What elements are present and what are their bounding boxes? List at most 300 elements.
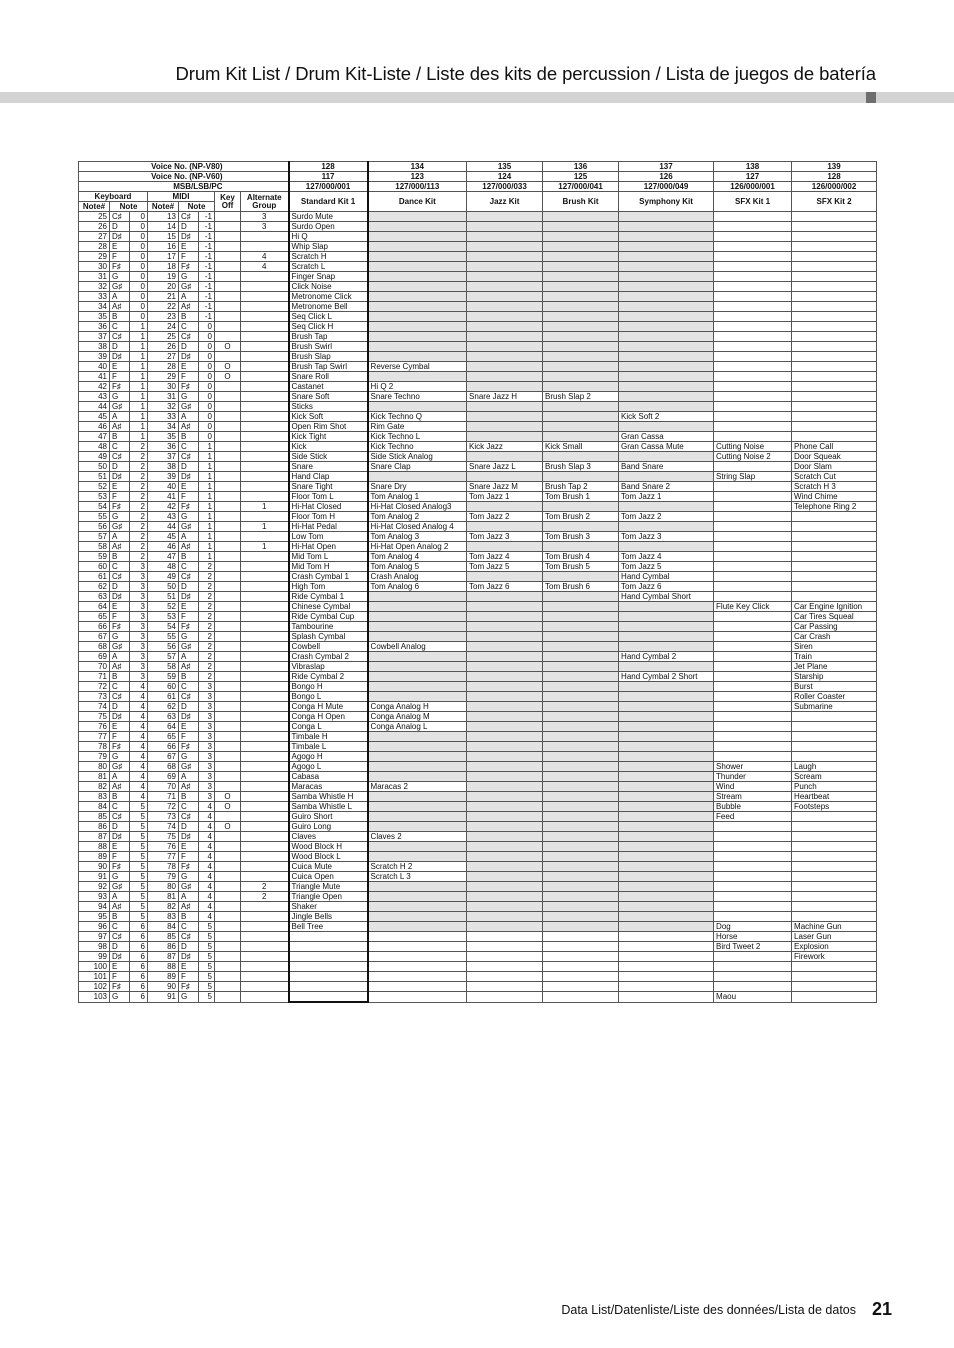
note-num-cell: 46 xyxy=(79,422,110,432)
midi-note-num-cell: 44 xyxy=(148,522,179,532)
dance-kit-cell xyxy=(368,792,467,802)
midi-note-num-cell: 20 xyxy=(148,282,179,292)
dance-kit-cell xyxy=(368,212,467,222)
brush-kit-cell xyxy=(543,972,619,982)
midi-octave-cell: -1 xyxy=(199,302,215,312)
dance-kit-cell xyxy=(368,962,467,972)
midi-note-name-cell: A xyxy=(179,532,199,542)
octave-cell: 5 xyxy=(130,872,148,882)
alternate-group-cell xyxy=(241,392,289,402)
sfx-kit-2-cell xyxy=(792,832,877,842)
midi-note-name-cell: G xyxy=(179,752,199,762)
midi-octave-cell: 4 xyxy=(199,862,215,872)
note-name-cell: F♯ xyxy=(110,262,130,272)
alternate-group-cell xyxy=(241,692,289,702)
note-name-cell: D xyxy=(110,222,130,232)
jazz-kit-cell xyxy=(467,832,543,842)
midi-note-num-cell: 22 xyxy=(148,302,179,312)
dance-kit-cell xyxy=(368,922,467,932)
symphony-kit-cell: Hand Cymbal 2 Short xyxy=(619,672,714,682)
octave-cell: 2 xyxy=(130,492,148,502)
symphony-kit-cell xyxy=(619,762,714,772)
jazz-kit-cell xyxy=(467,602,543,612)
symphony-kit-cell xyxy=(619,262,714,272)
brush-kit-cell: Brush Tap 2 xyxy=(543,482,619,492)
dance-kit-cell xyxy=(368,302,467,312)
octave-cell: 3 xyxy=(130,672,148,682)
sfx-kit-2-cell xyxy=(792,382,877,392)
midi-note-name-cell: F xyxy=(179,972,199,982)
note-name-cell: F♯ xyxy=(110,742,130,752)
sfx-kit-1-cell: Wind xyxy=(714,782,792,792)
key-off-cell xyxy=(215,972,241,982)
note-name-cell: F♯ xyxy=(110,502,130,512)
symphony-kit-cell xyxy=(619,212,714,222)
midi-note-name-cell: A♯ xyxy=(179,542,199,552)
note-num-cell: 71 xyxy=(79,672,110,682)
symphony-kit-cell xyxy=(619,602,714,612)
key-off-cell xyxy=(215,482,241,492)
symphony-kit-cell xyxy=(619,622,714,632)
alternate-group-cell xyxy=(241,362,289,372)
alternate-group-cell xyxy=(241,732,289,742)
midi-octave-cell: 2 xyxy=(199,592,215,602)
table-row xyxy=(79,952,877,962)
octave-cell: 0 xyxy=(130,312,148,322)
symphony-kit-cell xyxy=(619,662,714,672)
jazz-kit-cell xyxy=(467,722,543,732)
alternate-group-cell xyxy=(241,682,289,692)
midi-note-num-cell: 43 xyxy=(148,512,179,522)
symphony-kit-cell xyxy=(619,892,714,902)
standard-kit-1-cell: Crash Cymbal 1 xyxy=(289,572,368,582)
note-num-cell: 60 xyxy=(79,562,110,572)
midi-note-name-cell: E xyxy=(179,482,199,492)
jazz-kit-cell xyxy=(467,972,543,982)
octave-cell: 4 xyxy=(130,702,148,712)
table-row xyxy=(79,802,877,812)
sfx-kit-2-cell: Footsteps xyxy=(792,802,877,812)
note-name-cell: D♯ xyxy=(110,712,130,722)
note-num-cell: 68 xyxy=(79,642,110,652)
jazz-kit-cell xyxy=(467,662,543,672)
midi-octave-cell: 0 xyxy=(199,422,215,432)
standard-kit-1-cell: Click Noise xyxy=(289,282,368,292)
table-row xyxy=(79,582,877,592)
standard-kit-1-cell: Open Rim Shot xyxy=(289,422,368,432)
jazz-kit-cell xyxy=(467,322,543,332)
dance-kit-cell xyxy=(368,812,467,822)
octave-cell: 1 xyxy=(130,412,148,422)
key-off-cell xyxy=(215,242,241,252)
midi-note-name-cell: E xyxy=(179,602,199,612)
symphony-kit-cell xyxy=(619,972,714,982)
alternate-group-cell: 1 xyxy=(241,522,289,532)
note-name-cell: D♯ xyxy=(110,352,130,362)
sfx-kit-2-cell xyxy=(792,892,877,902)
octave-cell: 2 xyxy=(130,482,148,492)
octave-cell: 6 xyxy=(130,992,148,1003)
standard-kit-1-cell: Chinese Cymbal xyxy=(289,602,368,612)
key-off-cell: O xyxy=(215,822,241,832)
key-off-cell xyxy=(215,832,241,842)
sfx-kit-1-cell xyxy=(714,372,792,382)
dance-kit-cell: Tom Analog 1 xyxy=(368,492,467,502)
note-name-cell: G xyxy=(110,872,130,882)
sfx-kit-2-cell xyxy=(792,312,877,322)
note-name-cell: D xyxy=(110,582,130,592)
jazz-kit-cell xyxy=(467,852,543,862)
note-num-cell: 25 xyxy=(79,212,110,222)
octave-cell: 0 xyxy=(130,242,148,252)
sfx-kit-1-cell: String Slap xyxy=(714,472,792,482)
sfx-kit-2-cell: Machine Gun xyxy=(792,922,877,932)
note-num-cell: 58 xyxy=(79,542,110,552)
note-num-cell: 99 xyxy=(79,952,110,962)
standard-kit-1-cell: Shaker xyxy=(289,902,368,912)
alternate-group-cell xyxy=(241,972,289,982)
brush-kit-cell xyxy=(543,272,619,282)
jazz-kit-cell xyxy=(467,432,543,442)
midi-note-name-cell: B xyxy=(179,792,199,802)
sfx-kit-2-cell xyxy=(792,212,877,222)
note-num-cell: 100 xyxy=(79,962,110,972)
kit-msb: 127/000/049 xyxy=(619,182,714,192)
table-row xyxy=(79,502,877,512)
octave-cell: 3 xyxy=(130,602,148,612)
table-row xyxy=(79,542,877,552)
sfx-kit-1-cell xyxy=(714,682,792,692)
midi-note-name-cell: G♯ xyxy=(179,282,199,292)
brush-kit-cell xyxy=(543,322,619,332)
table-row xyxy=(79,832,877,842)
sfx-kit-1-cell xyxy=(714,692,792,702)
octave-cell: 4 xyxy=(130,712,148,722)
midi-octave-cell: 0 xyxy=(199,332,215,342)
midi-octave-cell: 0 xyxy=(199,412,215,422)
octave-cell: 1 xyxy=(130,382,148,392)
key-off-cell: O xyxy=(215,342,241,352)
table-row xyxy=(79,262,877,272)
table-row xyxy=(79,322,877,332)
dance-kit-cell xyxy=(368,902,467,912)
standard-kit-1-cell: Castanet xyxy=(289,382,368,392)
brush-kit-cell xyxy=(543,642,619,652)
note-num-cell: 70 xyxy=(79,662,110,672)
sfx-kit-2-cell: Phone Call xyxy=(792,442,877,452)
note-num-cell: 82 xyxy=(79,782,110,792)
jazz-kit-cell xyxy=(467,372,543,382)
midi-octave-cell: 4 xyxy=(199,822,215,832)
dance-kit-cell: Hi-Hat Open Analog 2 xyxy=(368,542,467,552)
standard-kit-1-cell: Cuica Open xyxy=(289,872,368,882)
key-off-cell xyxy=(215,642,241,652)
sfx-kit-1-cell xyxy=(714,582,792,592)
midi-note-num-cell: 49 xyxy=(148,572,179,582)
symphony-kit-cell: Band Snare 2 xyxy=(619,482,714,492)
key-off-cell xyxy=(215,522,241,532)
jazz-kit-cell xyxy=(467,382,543,392)
midi-note-num-cell: 19 xyxy=(148,272,179,282)
standard-kit-1-cell: Bongo H xyxy=(289,682,368,692)
brush-kit-cell xyxy=(543,612,619,622)
midi-octave-cell: 5 xyxy=(199,982,215,992)
dance-kit-cell xyxy=(368,592,467,602)
note-name-cell: F xyxy=(110,492,130,502)
standard-kit-1-cell: Kick xyxy=(289,442,368,452)
symphony-kit-cell xyxy=(619,792,714,802)
octave-cell: 1 xyxy=(130,362,148,372)
sfx-kit-2-cell xyxy=(792,712,877,722)
note-num-cell: 28 xyxy=(79,242,110,252)
brush-kit-cell xyxy=(543,572,619,582)
sfx-kit-2-cell: Wind Chime xyxy=(792,492,877,502)
midi-note-num-cell: 84 xyxy=(148,922,179,932)
standard-kit-1-cell: Finger Snap xyxy=(289,272,368,282)
symphony-kit-cell xyxy=(619,952,714,962)
brush-kit-cell: Tom Brush 1 xyxy=(543,492,619,502)
midi-note-num-cell: 69 xyxy=(148,772,179,782)
jazz-kit-cell xyxy=(467,312,543,322)
table-row xyxy=(79,372,877,382)
midi-note-num-cell: 27 xyxy=(148,352,179,362)
dance-kit-cell xyxy=(368,762,467,772)
octave-cell: 3 xyxy=(130,632,148,642)
symphony-kit-cell xyxy=(619,372,714,382)
midi-note-num-cell: 90 xyxy=(148,982,179,992)
standard-kit-1-cell: Sticks xyxy=(289,402,368,412)
key-off-cell xyxy=(215,652,241,662)
note-num-cell: 83 xyxy=(79,792,110,802)
midi-note-num-cell: 30 xyxy=(148,382,179,392)
standard-kit-1-cell: Hi-Hat Closed xyxy=(289,502,368,512)
table-row xyxy=(79,512,877,522)
midi-note-name-cell: G♯ xyxy=(179,522,199,532)
kit-msb: 126/000/002 xyxy=(792,182,877,192)
midi-note-num-cell: 36 xyxy=(148,442,179,452)
midi-note-num-cell: 82 xyxy=(148,902,179,912)
midi-octave-cell: 1 xyxy=(199,542,215,552)
table-row xyxy=(79,872,877,882)
note-num-cell: 101 xyxy=(79,972,110,982)
midi-octave-cell: 0 xyxy=(199,322,215,332)
sfx-kit-1-cell xyxy=(714,362,792,372)
midi-note-name-cell: G♯ xyxy=(179,402,199,412)
jazz-kit-cell xyxy=(467,212,543,222)
note-name-cell: C xyxy=(110,562,130,572)
jazz-kit-cell xyxy=(467,822,543,832)
octave-cell: 4 xyxy=(130,762,148,772)
note-num-cell: 51 xyxy=(79,472,110,482)
sfx-kit-1-cell xyxy=(714,352,792,362)
midi-note-num-cell: 46 xyxy=(148,542,179,552)
midi-octave-cell: 3 xyxy=(199,722,215,732)
midi-octave-cell: 4 xyxy=(199,882,215,892)
dance-kit-cell xyxy=(368,282,467,292)
jazz-kit-cell xyxy=(467,742,543,752)
brush-kit-cell xyxy=(543,932,619,942)
table-row xyxy=(79,742,877,752)
midi-octave-cell: 3 xyxy=(199,772,215,782)
dance-kit-cell xyxy=(368,252,467,262)
table-row xyxy=(79,682,877,692)
sfx-kit-2-cell xyxy=(792,392,877,402)
midi-octave-cell: -1 xyxy=(199,252,215,262)
symphony-kit-cell xyxy=(619,382,714,392)
sfx-kit-2-cell xyxy=(792,752,877,762)
sfx-kit-1-cell xyxy=(714,262,792,272)
jazz-kit-cell: Tom Jazz 4 xyxy=(467,552,543,562)
keyboard-note-num-header: Note# xyxy=(79,202,110,212)
standard-kit-1-cell xyxy=(289,942,368,952)
alternate-group-cell xyxy=(241,862,289,872)
octave-cell: 2 xyxy=(130,442,148,452)
standard-kit-1-cell: Ride Cymbal Cup xyxy=(289,612,368,622)
brush-kit-cell: Tom Brush 5 xyxy=(543,562,619,572)
key-off-cell xyxy=(215,432,241,442)
key-off-cell xyxy=(215,932,241,942)
midi-note-name-cell: D xyxy=(179,702,199,712)
sfx-kit-2-cell xyxy=(792,402,877,412)
midi-note-name-cell: B xyxy=(179,672,199,682)
midi-note-name-cell: C♯ xyxy=(179,212,199,222)
sfx-kit-1-cell xyxy=(714,562,792,572)
kit-v60: 128 xyxy=(792,172,877,182)
symphony-kit-cell xyxy=(619,852,714,862)
key-off-cell xyxy=(215,492,241,502)
brush-kit-cell xyxy=(543,982,619,992)
table-row xyxy=(79,722,877,732)
octave-cell: 1 xyxy=(130,352,148,362)
jazz-kit-cell xyxy=(467,332,543,342)
midi-note-num-cell: 41 xyxy=(148,492,179,502)
octave-cell: 3 xyxy=(130,652,148,662)
table-row xyxy=(79,642,877,652)
symphony-kit-cell xyxy=(619,752,714,762)
octave-cell: 0 xyxy=(130,252,148,262)
note-num-cell: 38 xyxy=(79,342,110,352)
alternate-group-cell xyxy=(241,712,289,722)
standard-kit-1-cell: Seq Click L xyxy=(289,312,368,322)
sfx-kit-1-cell xyxy=(714,332,792,342)
octave-cell: 2 xyxy=(130,552,148,562)
midi-note-num-cell: 72 xyxy=(148,802,179,812)
octave-cell: 5 xyxy=(130,842,148,852)
table-row xyxy=(79,992,877,1003)
sfx-kit-1-cell xyxy=(714,542,792,552)
jazz-kit-cell xyxy=(467,682,543,692)
midi-note-name-cell: E xyxy=(179,842,199,852)
dance-kit-cell xyxy=(368,332,467,342)
brush-kit-cell: Kick Small xyxy=(543,442,619,452)
kit-v60: 123 xyxy=(368,172,467,182)
dance-kit-cell xyxy=(368,952,467,962)
table-row xyxy=(79,662,877,672)
alternate-group-cell xyxy=(241,792,289,802)
note-name-cell: F xyxy=(110,732,130,742)
symphony-kit-cell xyxy=(619,932,714,942)
sfx-kit-2-cell xyxy=(792,872,877,882)
dance-kit-cell xyxy=(368,272,467,282)
midi-octave-cell: -1 xyxy=(199,262,215,272)
dance-kit-cell xyxy=(368,822,467,832)
midi-octave-cell: 5 xyxy=(199,972,215,982)
table-row xyxy=(79,932,877,942)
table-row xyxy=(79,362,877,372)
title-bar-tail xyxy=(876,92,954,103)
midi-note-name-cell: D xyxy=(179,462,199,472)
note-name-cell: C♯ xyxy=(110,572,130,582)
dance-kit-cell: Snare Dry xyxy=(368,482,467,492)
alternate-group-header: Alternate Group xyxy=(241,192,289,212)
sfx-kit-1-cell xyxy=(714,412,792,422)
standard-kit-1-cell: Floor Tom H xyxy=(289,512,368,522)
midi-note-num-cell: 52 xyxy=(148,602,179,612)
key-off-cell xyxy=(215,692,241,702)
dance-kit-cell xyxy=(368,772,467,782)
key-off-cell xyxy=(215,872,241,882)
midi-note-num-cell: 42 xyxy=(148,502,179,512)
midi-octave-cell: 4 xyxy=(199,872,215,882)
sfx-kit-1-cell xyxy=(714,662,792,672)
midi-note-num-cell: 14 xyxy=(148,222,179,232)
midi-note-num-cell: 65 xyxy=(148,732,179,742)
alternate-group-cell xyxy=(241,902,289,912)
table-row xyxy=(79,222,877,232)
brush-kit-cell xyxy=(543,772,619,782)
symphony-kit-cell xyxy=(619,812,714,822)
midi-note-num-cell: 75 xyxy=(148,832,179,842)
sfx-kit-2-cell: Firework xyxy=(792,952,877,962)
alternate-group-cell: 1 xyxy=(241,542,289,552)
brush-kit-cell xyxy=(543,992,619,1003)
midi-octave-cell: 1 xyxy=(199,522,215,532)
note-num-cell: 96 xyxy=(79,922,110,932)
octave-cell: 1 xyxy=(130,392,148,402)
note-num-cell: 49 xyxy=(79,452,110,462)
midi-note-name-cell: A♯ xyxy=(179,902,199,912)
alternate-group-cell xyxy=(241,572,289,582)
midi-octave-cell: 3 xyxy=(199,762,215,772)
key-off-cell xyxy=(215,742,241,752)
standard-kit-1-cell: Conga H Open xyxy=(289,712,368,722)
note-num-cell: 32 xyxy=(79,282,110,292)
alternate-group-cell xyxy=(241,942,289,952)
octave-cell: 3 xyxy=(130,612,148,622)
dance-kit-cell: Rim Gate xyxy=(368,422,467,432)
midi-octave-cell: -1 xyxy=(199,272,215,282)
note-name-cell: D xyxy=(110,342,130,352)
table-row xyxy=(79,792,877,802)
sfx-kit-1-cell: Thunder xyxy=(714,772,792,782)
midi-note-name-cell: G xyxy=(179,512,199,522)
sfx-kit-1-cell: Flute Key Click xyxy=(714,602,792,612)
table-row xyxy=(79,862,877,872)
table-row xyxy=(79,302,877,312)
symphony-kit-cell xyxy=(619,282,714,292)
key-off-cell xyxy=(215,812,241,822)
midi-octave-cell: 2 xyxy=(199,672,215,682)
symphony-kit-cell xyxy=(619,962,714,972)
key-off-cell xyxy=(215,762,241,772)
note-num-cell: 42 xyxy=(79,382,110,392)
sfx-kit-2-cell: Explosion xyxy=(792,942,877,952)
key-off-cell xyxy=(215,902,241,912)
jazz-kit-cell xyxy=(467,302,543,312)
octave-cell: 6 xyxy=(130,962,148,972)
midi-note-num-cell: 50 xyxy=(148,582,179,592)
midi-octave-cell: 4 xyxy=(199,812,215,822)
